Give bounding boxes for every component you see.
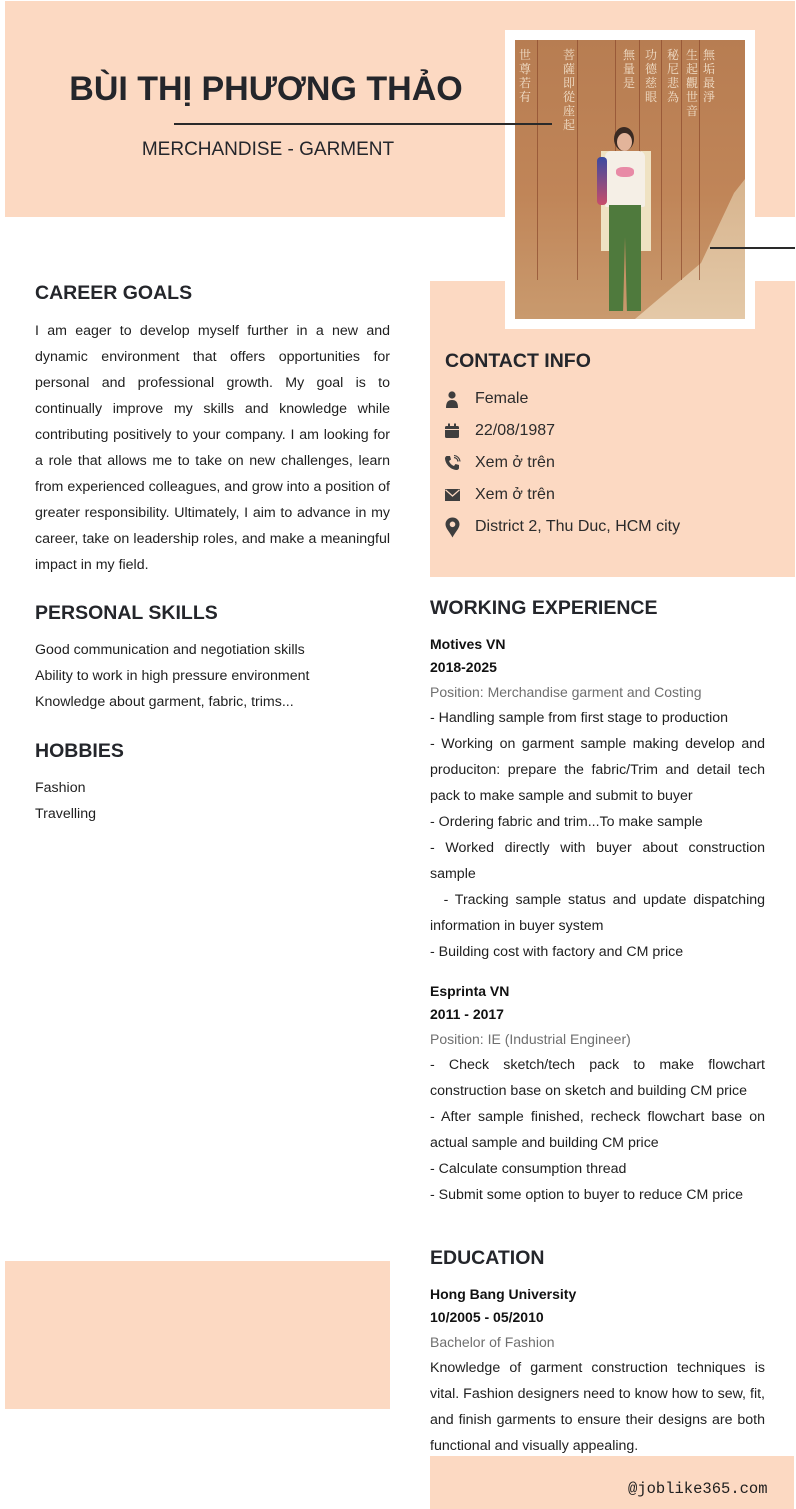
skill-item: Good communication and negotiation skills <box>35 642 305 658</box>
education-period: 10/2005 - 05/2010 <box>430 1309 544 1325</box>
working-experience-heading: WORKING EXPERIENCE <box>430 597 658 619</box>
job-period: 2011 - 2017 <box>430 1006 504 1022</box>
footer-watermark: @joblike365.com <box>628 1480 768 1498</box>
education-heading: EDUCATION <box>430 1247 545 1269</box>
job-entry <box>430 980 765 1208</box>
skill-item: Ability to work in high pressure environment <box>35 668 310 684</box>
job-position: Position: IE (Industrial Engineer) <box>430 1031 631 1047</box>
job-position: Position: Merchandise garment and Costing <box>430 684 702 700</box>
calendar-icon <box>443 421 461 441</box>
job-duty: - Check sketch/tech pack to make flowchart construction base on sketch and building CM price <box>430 1057 765 1099</box>
phone-icon <box>443 453 461 473</box>
candidate-name: BÙI THỊ PHƯƠNG THẢO <box>69 70 463 108</box>
person-figure <box>597 127 653 317</box>
contact-email-value[interactable]: Xem ở trên <box>475 486 555 503</box>
job-entry <box>430 633 769 965</box>
person-icon <box>443 389 461 409</box>
contact-address <box>443 515 680 539</box>
job-period: 2018-2025 <box>430 659 497 675</box>
location-pin-icon <box>443 517 461 537</box>
wall-calligraphy: 無量是 <box>623 48 636 90</box>
education-school: Hong Bang University <box>430 1286 577 1302</box>
contact-address-value: District 2, Thu Duc, HCM city <box>475 518 681 535</box>
wall-calligraphy: 功德慈眼 <box>645 48 658 104</box>
profile-photo-frame <box>505 30 755 329</box>
hobby-item: Travelling <box>35 806 96 822</box>
job-duty: - Submit some option to buyer to reduce CM price <box>430 1187 744 1203</box>
wall-calligraphy: 菩薩即從座起 <box>563 48 576 132</box>
job-duty: - Tracking sample status and update dispatching information in buyer system <box>430 892 769 934</box>
contact-phone[interactable] <box>443 451 555 475</box>
contact-birthdate-value: 22/08/1987 <box>475 422 556 439</box>
hobbies-heading: HOBBIES <box>35 740 124 762</box>
skill-item: Knowledge about garment, fabric, trims... <box>35 694 294 710</box>
contact-phone-value[interactable]: Xem ở trên <box>475 454 555 471</box>
contact-gender-value: Female <box>475 390 529 407</box>
job-company: Motives VN <box>430 636 506 652</box>
wall-calligraphy: 無垢最淨 <box>703 48 716 104</box>
job-duty: - Building cost with factory and CM price <box>430 944 684 960</box>
career-goals-heading: CAREER GOALS <box>35 282 193 304</box>
job-title: MERCHANDISE - GARMENT <box>141 139 395 160</box>
hobby-item: Fashion <box>35 780 86 796</box>
job-duty: - After sample finished, recheck flowchart base on actual sample and building CM price <box>430 1109 765 1151</box>
job-company: Esprinta VN <box>430 983 510 999</box>
contact-gender <box>443 387 528 411</box>
education-degree: Bachelor of Fashion <box>430 1334 555 1350</box>
job-duty: - Calculate consumption thread <box>430 1161 627 1177</box>
wall-calligraphy: 世尊若有 <box>519 48 532 104</box>
name-divider <box>174 123 552 125</box>
contact-info-heading: CONTACT INFO <box>445 350 591 372</box>
decorative-block <box>5 1261 390 1409</box>
personal-skills-heading: PERSONAL SKILLS <box>35 602 218 624</box>
job-duty: - Handling sample from first stage to production <box>430 710 729 726</box>
career-goals-text: I am eager to develop myself further in a new and dynamic environment that offers opportunities for personal and professional growth. My goal is to continually improve my skills and knowledge while contributing positively to your company. I am looking for a role that allows me to take on new challenges, learn from experienced colleagues, and grow into a position of greater responsibility. Ultimately, I aim to advance in my career, take on leadership roles, and make a meaningful impact in my field. <box>35 323 390 573</box>
contact-email[interactable] <box>443 483 555 507</box>
contact-birthdate <box>443 419 555 443</box>
education-description: Knowledge of garment construction techniques is vital. Fashion designers need to know how to sew, fit, and finish garments to ensure their designs are both functional and visually appealing. <box>430 1360 765 1454</box>
profile-photo <box>515 40 745 319</box>
photo-divider <box>710 247 795 249</box>
education-entry <box>430 1283 765 1459</box>
wall-calligraphy: 生起觀世音 <box>686 48 699 118</box>
job-duty: - Worked directly with buyer about construction sample <box>430 840 765 882</box>
job-duty: - Ordering fabric and trim...To make sample <box>430 814 703 830</box>
job-duty: - Working on garment sample making develop and produciton: prepare the fabric/Trim and detail tech pack to make sample and submit to buyer <box>430 736 765 804</box>
email-icon <box>443 485 461 505</box>
wall-calligraphy: 秘尼悲為 <box>667 48 680 104</box>
